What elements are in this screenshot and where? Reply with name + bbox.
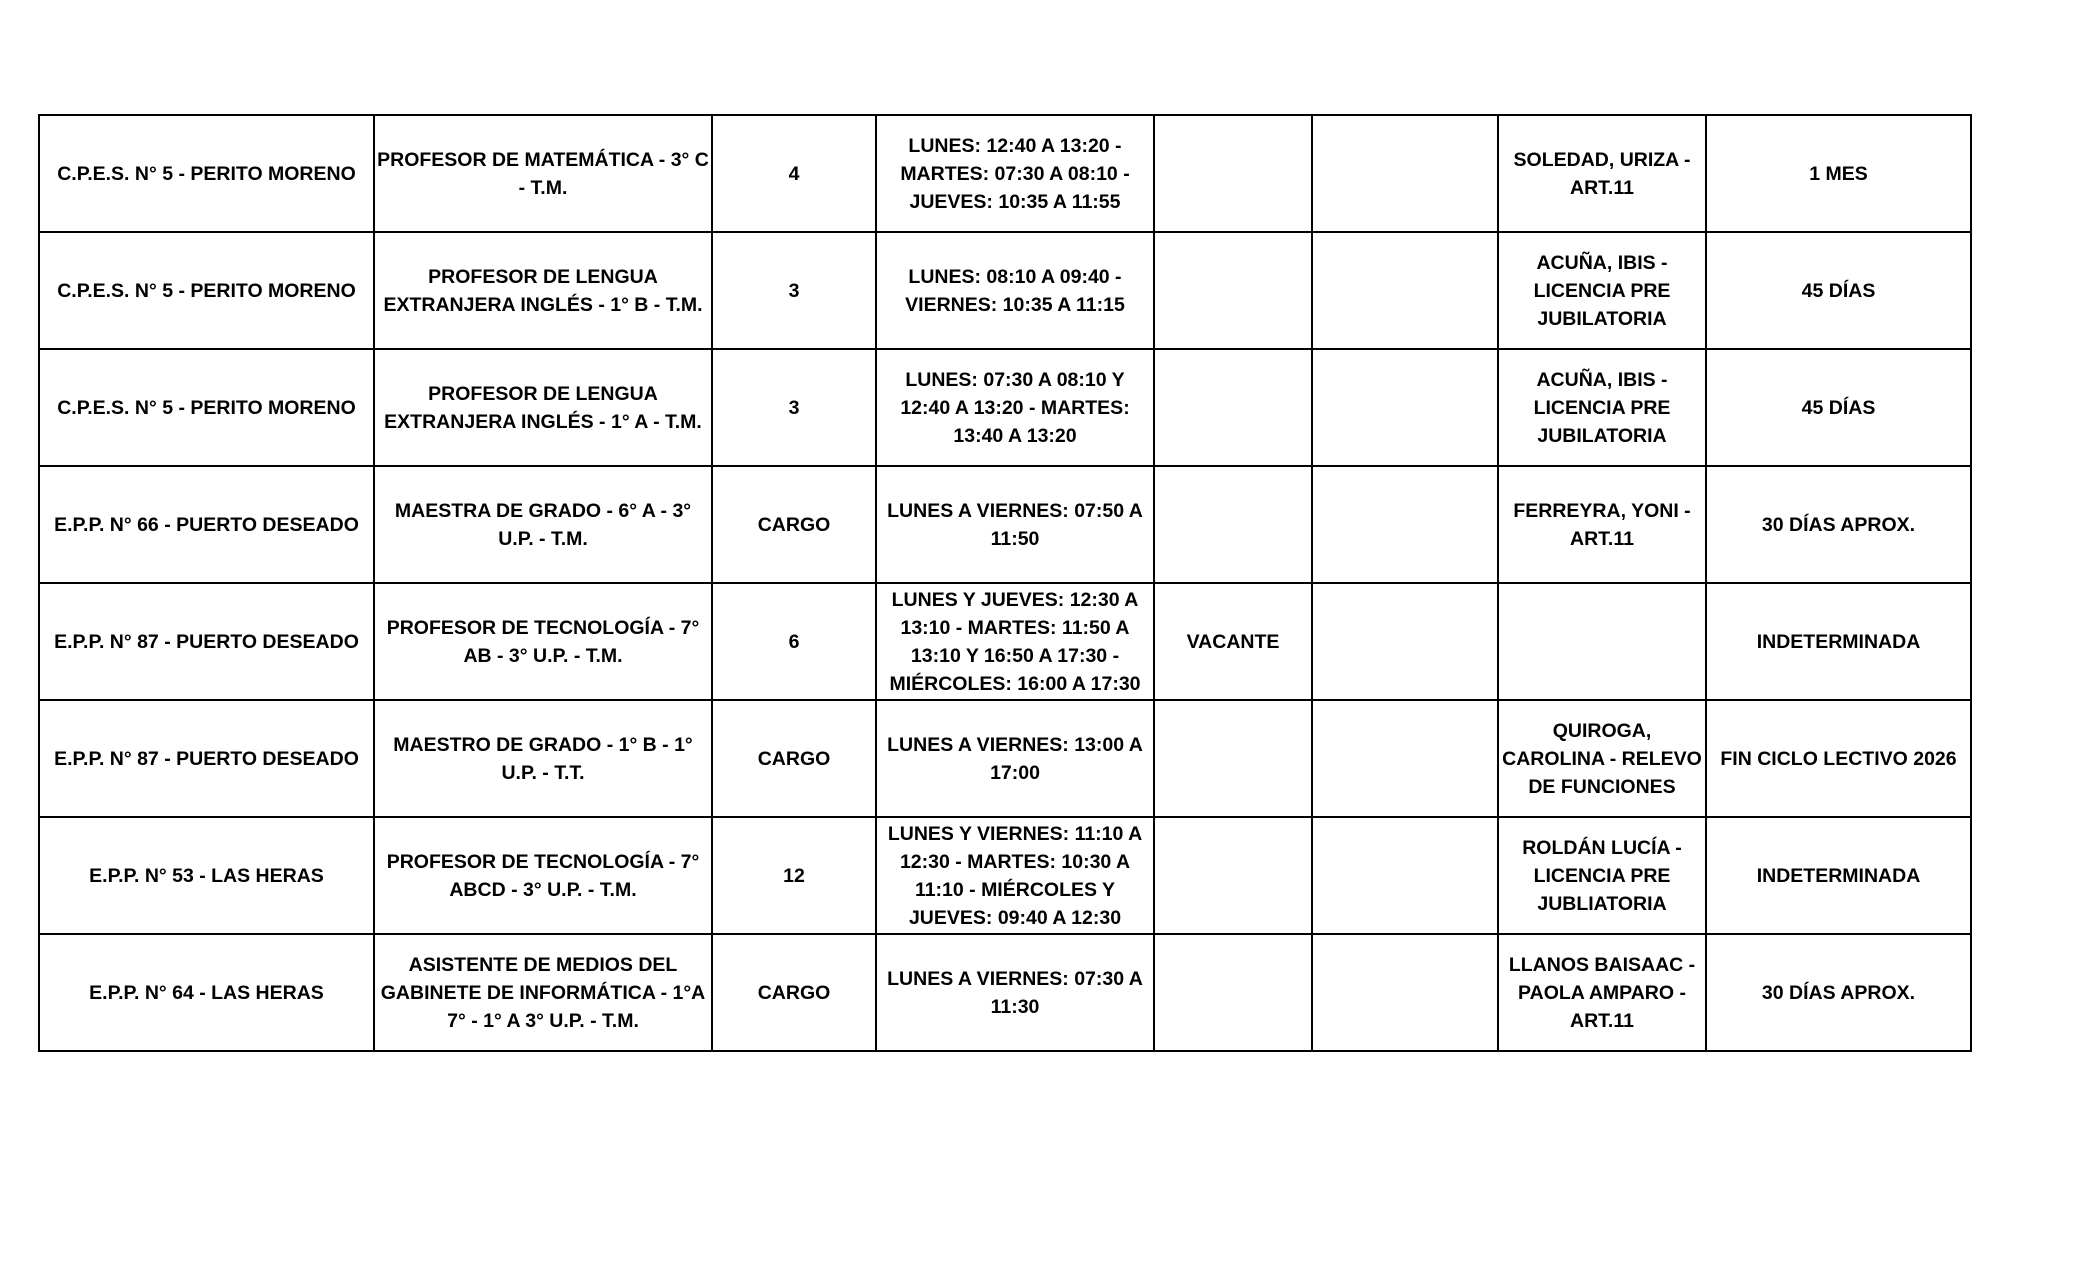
position-cell [374,466,712,583]
hours-cell [712,817,876,934]
schedule-cell-text: LUNES A VIERNES: 13:00 A 17:00 [887,733,1143,784]
table-row [39,115,1971,232]
schedule-cell [876,700,1154,817]
holder-cell-text: ACUÑA, IBIS - LICENCIA PRE JUBILATORIA [1533,251,1671,330]
schedule-cell [876,934,1154,1051]
holder-cell [1498,232,1706,349]
duration-cell [1706,349,1971,466]
status-cell [1154,115,1312,232]
status-cell [1154,232,1312,349]
school-cell-text: E.P.P. N° 87 - PUERTO DESEADO [54,747,359,770]
hours-cell-text: CARGO [757,747,831,770]
school-cell-text: E.P.P. N° 53 - LAS HERAS [89,864,324,887]
hours-cell [712,232,876,349]
schedule-cell-text: LUNES A VIERNES: 07:50 A 11:50 [887,499,1143,550]
school-cell-text: C.P.E.S. N° 5 - PERITO MORENO [57,162,356,185]
position-cell-text: ASISTENTE DE MEDIOS DEL GABINETE DE INFORMÁTICA - 1°A 7° - 1° A 3° U.P. - T.M. [380,953,706,1032]
position-cell [374,934,712,1051]
table-row [39,466,1971,583]
holder-cell-text: LLANOS BAISAAC - PAOLA AMPARO - ART.11 [1508,953,1696,1032]
school-cell-text: E.P.P. N° 66 - PUERTO DESEADO [54,513,359,536]
schedule-cell-text: LUNES A VIERNES: 07:30 A 11:30 [887,967,1143,1018]
position-cell [374,115,712,232]
schedule-cell [876,583,1154,700]
holder-cell-text: FERREYRA, YONI - ART.11 [1513,499,1691,550]
hours-cell [712,583,876,700]
duration-cell [1706,700,1971,817]
position-cell-text: PROFESOR DE TECNOLOGÍA - 7° AB - 3° U.P. - T.M. [386,616,700,667]
hours-cell [712,466,876,583]
school-cell [39,583,374,700]
empty-cell [1312,466,1498,583]
schedule-cell [876,115,1154,232]
hours-cell [712,700,876,817]
schedule-cell-text: LUNES: 08:10 A 09:40 - VIERNES: 10:35 A 11:15 [905,265,1125,316]
holder-cell-text: ROLDÁN LUCÍA - LICENCIA PRE JUBLIATORIA [1522,836,1682,915]
duration-cell [1706,115,1971,232]
status-cell-text: VACANTE [1186,630,1280,653]
holder-cell [1498,700,1706,817]
hours-cell [712,349,876,466]
holder-cell [1498,349,1706,466]
hours-cell-text: 12 [783,864,805,887]
holder-cell [1498,817,1706,934]
schedule-cell-text: LUNES: 07:30 A 08:10 Y 12:40 A 13:20 - MARTES: 13:40 A 13:20 [900,368,1130,447]
holder-cell [1498,466,1706,583]
status-cell [1154,817,1312,934]
empty-cell [1312,934,1498,1051]
schedule-cell-text: LUNES: 12:40 A 13:20 - MARTES: 07:30 A 08:10 - JUEVES: 10:35 A 11:55 [900,134,1130,213]
school-cell [39,466,374,583]
school-cell [39,349,374,466]
school-cell [39,700,374,817]
holder-cell [1498,115,1706,232]
empty-cell [1312,349,1498,466]
hours-cell [712,934,876,1051]
hours-cell-text: 3 [788,396,800,419]
empty-cell [1312,115,1498,232]
status-cell [1154,700,1312,817]
school-cell-text: E.P.P. N° 87 - PUERTO DESEADO [54,630,359,653]
duration-cell-text: 30 DÍAS APROX. [1761,513,1916,536]
school-cell-text: E.P.P. N° 64 - LAS HERAS [89,981,324,1004]
status-cell [1154,583,1312,700]
duration-cell-text: INDETERMINADA [1756,864,1921,887]
status-cell [1154,934,1312,1051]
duration-cell-text: 30 DÍAS APROX. [1761,981,1916,1004]
schedule-cell [876,349,1154,466]
schedule-cell [876,817,1154,934]
hours-cell [712,115,876,232]
empty-cell [1312,817,1498,934]
hours-cell-text: 3 [788,279,800,302]
position-cell-text: PROFESOR DE LENGUA EXTRANJERA INGLÉS - 1° B - T.M. [383,265,703,316]
position-cell [374,583,712,700]
empty-cell [1312,700,1498,817]
position-cell [374,700,712,817]
table-row [39,700,1971,817]
table-row [39,232,1971,349]
duration-cell [1706,466,1971,583]
empty-cell [1312,232,1498,349]
school-cell [39,817,374,934]
duration-cell [1706,232,1971,349]
table-row [39,934,1971,1051]
vacancies-table [38,114,1972,1052]
duration-cell-text: FIN CICLO LECTIVO 2026 [1720,747,1957,770]
position-cell-text: PROFESOR DE MATEMÁTICA - 3° C - T.M. [377,148,709,199]
position-cell [374,349,712,466]
schedule-cell [876,466,1154,583]
duration-cell-text: 45 DÍAS [1801,396,1876,419]
table-row [39,583,1971,700]
school-cell [39,232,374,349]
schedule-cell [876,232,1154,349]
position-cell-text: MAESTRO DE GRADO - 1° B - 1° U.P. - T.T. [393,733,693,784]
duration-cell [1706,817,1971,934]
table-body [39,115,1971,1051]
holder-cell-text: ACUÑA, IBIS - LICENCIA PRE JUBILATORIA [1533,368,1671,447]
holder-cell-text: QUIROGA, CAROLINA - RELEVO DE FUNCIONES [1502,719,1702,798]
duration-cell [1706,583,1971,700]
hours-cell-text: 6 [788,630,800,653]
holder-cell [1498,934,1706,1051]
empty-cell [1312,583,1498,700]
schedule-cell-text: LUNES Y VIERNES: 11:10 A 12:30 - MARTES: 10:30 A 11:10 - MIÉRCOLES Y JUEVES: 09:40 A 12:30 [887,822,1143,929]
status-cell [1154,349,1312,466]
schedule-cell-text: LUNES Y JUEVES: 12:30 A 13:10 - MARTES: 11:50 A 13:10 Y 16:50 A 17:30 - MIÉRCOLES: 16:00 A 17:30 [889,588,1141,695]
holder-cell [1498,583,1706,700]
school-cell-text: C.P.E.S. N° 5 - PERITO MORENO [57,396,356,419]
holder-cell-text: SOLEDAD, URIZA - ART.11 [1513,148,1691,199]
duration-cell [1706,934,1971,1051]
position-cell [374,232,712,349]
table-row [39,349,1971,466]
duration-cell-text: 45 DÍAS [1801,279,1876,302]
duration-cell-text: INDETERMINADA [1756,630,1921,653]
duration-cell-text: 1 MES [1809,162,1868,185]
position-cell [374,817,712,934]
hours-cell-text: 4 [788,162,800,185]
school-cell-text: C.P.E.S. N° 5 - PERITO MORENO [57,279,356,302]
hours-cell-text: CARGO [757,513,831,536]
status-cell [1154,466,1312,583]
position-cell-text: PROFESOR DE TECNOLOGÍA - 7° ABCD - 3° U.P. - T.M. [386,850,700,901]
school-cell [39,115,374,232]
position-cell-text: MAESTRA DE GRADO - 6° A - 3° U.P. - T.M. [394,499,692,550]
hours-cell-text: CARGO [757,981,831,1004]
school-cell [39,934,374,1051]
position-cell-text: PROFESOR DE LENGUA EXTRANJERA INGLÉS - 1° A - T.M. [384,382,702,433]
table-row [39,817,1971,934]
